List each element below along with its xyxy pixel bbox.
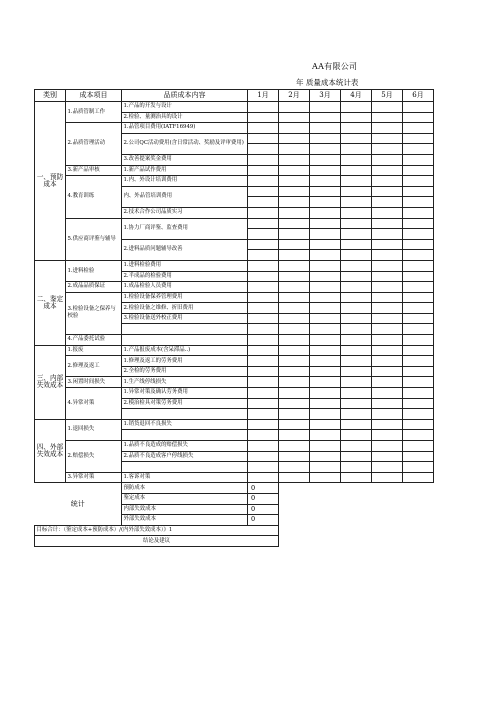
category-internal: 三、内部失效成本 [35,345,66,419]
table-row [35,218,434,229]
header-month-3: 3月 [310,90,341,102]
content-cell: 2.技术合作公司品质实习 [122,207,248,218]
header-month-4: 4月 [341,90,372,102]
content-cell: 1.异常对策及确认劳务费用 [122,388,248,399]
content-cell: 3.改善提案奖金费用 [122,154,248,165]
content-cell: 1.品管项目费用(IATF16949) [122,123,248,134]
category-appraisal: 二、鉴定成本 [35,260,66,345]
stats-value: 0 [248,515,279,526]
table-row [35,282,434,293]
content-cell: 1.品质不良造成的赔偿损失 [122,441,248,452]
stats-row-label: 预防成本 [122,483,248,494]
item-label: 1.进料检验 [66,260,122,281]
content-cell: 内、外品管培训费用 [122,186,248,207]
company-name: AA有限公司 [312,62,358,71]
table-row [35,292,434,303]
table-row [35,260,434,271]
item-label: 4.教育训练 [66,176,122,218]
content-cell: 1.进料检验费用 [122,260,248,271]
content-cell: 1.检验设备保养管理费用 [122,292,248,303]
stats-value: 0 [248,493,279,504]
table-row [35,472,434,483]
item-label: 3.检验设备之保养与校验 [66,292,122,334]
item-label: 1.退回损失 [66,419,122,440]
stats-row-label: 外部失效成本 [122,515,248,526]
conclusion-row [35,536,434,547]
report-title: 年 质量成本统计表 [296,78,359,87]
conclusion-label: 结论及建议 [35,536,279,547]
content-cell: 2.进料品质问题辅导改善 [122,239,248,260]
category-external: 四、外部失效成本 [35,419,66,483]
item-label: 1.报废 [66,345,122,356]
stats-value: 0 [248,483,279,494]
item-label: 5.供应商评鉴与辅导 [66,218,122,260]
content-cell: 1.协力厂商评鉴、监查费用 [122,218,248,239]
content-cell: 1.产品的开发与设计 [122,102,248,113]
content-cell: 2.品质不良造成客户停线损失 [122,451,248,462]
content-cell: 1.内、外设计培训费用 [122,176,248,187]
content-cell: 1.成品检验人员费用 [122,282,248,293]
content-cell: 3.检验设备送外校正费用 [122,313,248,324]
content-cell: 1.客诉对策 [122,472,248,483]
content-cell: 2.全检的劳务费用 [122,366,248,377]
target-row [35,525,434,536]
table-row [35,356,434,367]
item-label: 2.品质管理活动 [66,123,122,165]
item-label: 2.成品品质保证 [66,282,122,293]
table-row [35,441,434,452]
header-month-5: 5月 [372,90,403,102]
table-row [35,123,434,134]
header-month-1: 1月 [248,90,279,102]
item-label: 3.异常对策 [66,472,122,483]
table-row [35,345,434,356]
stats-value: 0 [248,504,279,515]
table-row [35,419,434,430]
item-label: 2.修理及返工 [66,356,122,377]
quality-cost-table [34,89,434,547]
target-formula: 目标合计：（鉴定成本+预防成本）/(内外部失效成本）》1 [35,525,279,536]
table-row [35,388,434,399]
stats-row [35,483,434,494]
content-cell: 1.修理及返工的劳务费用 [122,356,248,367]
item-label: 4.产品委托试验 [66,335,122,346]
item-label: 2.赔偿损失 [66,441,122,473]
item-label: 3.新产品审核 [66,165,122,176]
item-label: 1.品质管制工作 [66,102,122,123]
table-row [35,377,434,388]
item-label: 4.异常对策 [66,388,122,420]
table-row [35,165,434,176]
header-row [35,90,434,102]
item-label: 3.闲置时间损失 [66,377,122,388]
content-cell: 2.模治检具对策劳务费用 [122,398,248,409]
content-cell: 2.检验、量测治具的设计 [122,112,248,123]
table-row [35,176,434,187]
stats-row-label: 鉴定成本 [122,493,248,504]
header-category: 类别 [35,90,66,102]
header-month-2: 2月 [279,90,310,102]
content-cell: 1.销货退回不良损失 [122,419,248,430]
header-month-6: 6月 [403,90,434,102]
stats-label: 统计 [35,483,122,525]
table-row [35,102,434,113]
header-item: 成本项目 [66,90,122,102]
header-content: 品质成本内容 [122,90,248,102]
content-cell: 2.检验设备之维修、折旧费用 [122,303,248,314]
stats-row-label: 内部失效成本 [122,504,248,515]
content-cell: 1.新产品试作费用 [122,165,248,176]
content-cell: 1.生产线停线损失 [122,377,248,388]
content-cell: 1.产品报废成本(含呆滞品..) [122,345,248,356]
content-cell: 2.半成品的检验费用 [122,271,248,282]
content-cell: 2.公司QC活动费用(含日常活动、奖励及评审费用) [122,133,248,154]
table-row [35,335,434,346]
category-prevention: 一、预防成本 [35,102,66,261]
